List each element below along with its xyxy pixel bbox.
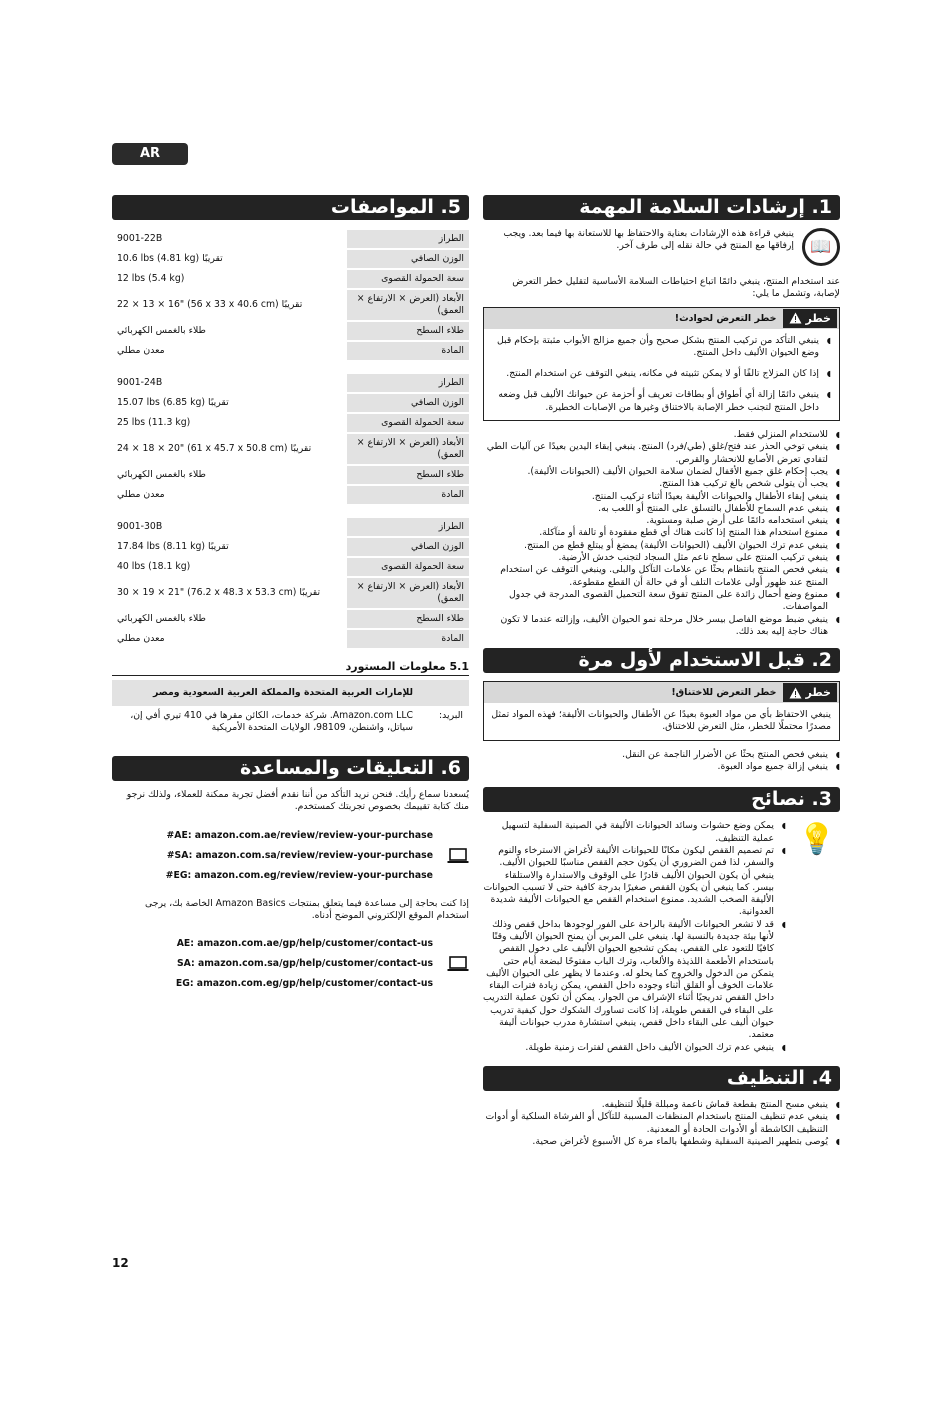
review-link-ae[interactable]: AE: amazon.com.ae/review/review-your-purchase# xyxy=(166,829,433,841)
list-item: ◖ ينبغي عدم ترك الحيوان الأليف (الحيوانات الأليفة) يمضغ أو يبتلع قطع من المنتج. xyxy=(483,540,840,552)
section-2-heading: 2. قبل الاستخدام لأول مرة xyxy=(483,648,840,673)
first-use-list xyxy=(483,749,840,774)
spec-table-22b: الطراز 9001-22B الوزن الصافي 10.6 lbs (4.81 kg) تقريبًا سعة الحمولة القصوى 12 lbs (5.4 kg) الأبعاد (العرض × الارتفاع × العمق) 22 × 13 × 16" (56 x 33 x 40.6 cm) تقريبًا طلاء السطح طلاء بالغمس الكهربائي المادة معدن مطلي xyxy=(112,228,469,362)
laptop-icon xyxy=(447,848,469,864)
list-item: ◖ يُوصى بتطهير الصينية السفلية وشطفها بالماء مرة كل الأسبوع لأغراض صحية. xyxy=(483,1136,840,1148)
help-text: إذا كنت بحاجة إلى مساعدة فيما يتعلق بمنتجات Amazon Basics الخاصة بك، يرجى استخدام الموقع الإلكتروني الموضح أدناه. xyxy=(145,897,469,921)
feedback-text: يُسعدنا سماع رأيك. فنحن نريد التأكد من أننا نقدم أفضل تجربة ممكنة للعملاء، ولذلك نرجو منك كتابة تقييمك بخصوص تجربتك كمستخدم. xyxy=(126,789,469,813)
list-item: ◖ ينبغي توخي الحذر عند فتح/غلق (طي/فرد) المنتج. ينبغي إبقاء اليدين بعيدًا عن آليات الطي لتفادي تعرض الأصابع للانحشار والقرص. xyxy=(483,441,840,466)
list-item: ◖ ينبغي عدم تنظيف المنتج باستخدام المنظفات المسببة للتآكل أو الفرشاة السلكية أو أدوات التنظيف الكاشطة أو الأدوات الحادة أو المعدنية. xyxy=(483,1111,840,1136)
review-link-eg[interactable]: EG: amazon.com.eg/review/review-your-purchase# xyxy=(165,869,433,881)
section-3-heading: 3. نصائح xyxy=(483,787,840,812)
safety-list xyxy=(483,429,840,638)
list-item: ◖ للاستخدام المنزلي فقط. xyxy=(483,429,840,441)
help-link-eg[interactable]: EG: amazon.com.eg/gp/help/customer/contact-us xyxy=(175,978,433,990)
tips-list xyxy=(483,820,786,1054)
help-link-sa[interactable]: SA: amazon.com.sa/gp/help/customer/contact-us xyxy=(176,958,433,970)
list-item: ◖ تم تصميم القفص ليكون مكانًا للحيوانات الأليفة لأغراض الاسترخاء والنوم والسفر، لذا فمن الضروري أن يكون حجم القفص مناسبًا للحيوان الأليف. ينبغي أن يكون الحيوان الأليف قادرًا على الوقوف والاستدارة والاستلقاء بيسر. كما ينبغي أن يكون القفص صغيرًا بدرجة كافية حتى لا تسبب الحيوانات الأليفة الصخب الشديد. ممنوع استخدام القفص مع الحيوانات الأليفة شديدة العدوانية. xyxy=(483,845,786,919)
left-column xyxy=(112,195,469,1006)
danger-tag: خطر xyxy=(783,309,838,328)
danger-tag: خطر xyxy=(783,683,838,702)
list-item: ◖ ينبغي فحص المنتج بانتظام بحثًا عن علامات التآكل والبلى. وينبغي التوقف عن استخدام المنتج عند ظهور أولى علامات التلف أو في حالة أن القطع مقطوعة. xyxy=(483,564,840,589)
warning-triangle-icon xyxy=(789,687,802,699)
importer-table xyxy=(112,680,469,738)
warning-triangle-icon xyxy=(789,312,802,324)
list-item: ◖ ينبغي عدم ترك الحيوان الأليف داخل القفص لفترات زمنية طويلة. xyxy=(483,1042,786,1054)
lightbulb-icon: 💡 xyxy=(798,822,836,858)
list-item: ◖ ينبغي إزالة جميع مواد العبوة. xyxy=(483,761,840,773)
review-link-sa[interactable]: SA: amazon.com.sa/review/review-your-purchase# xyxy=(166,849,433,861)
list-item: ◖ ينبغي تركيب المنتج على سطح ناعم مثل السجاد لتجنب خدش الأرضية. xyxy=(483,552,840,564)
list-item: ◖ ينبغي فحص المنتج بحثًا عن الأضرار الناجمة عن النقل. xyxy=(483,749,840,761)
section-1-heading: 1. إرشادات السلامة المهمة xyxy=(483,195,840,220)
importer-label: البريد: xyxy=(439,710,463,721)
right-column xyxy=(483,195,840,1148)
list-item: ◖ ينبغي مسح المنتج بقطعة قماش ناعمة ومبللة قليلًا لتنظيفه. xyxy=(483,1099,840,1111)
danger-header xyxy=(484,682,839,703)
importer-region: للإمارات العربية المتحدة والمملكة العربية السعودية ومصر xyxy=(112,680,419,706)
list-item: ◖ ينبغي عدم السماح للأطفال بالتسلق على المنتج أو اللعب به. xyxy=(483,503,840,515)
danger-box-accidents xyxy=(483,307,840,421)
page-number: 12 xyxy=(112,1256,129,1270)
help-urls xyxy=(112,934,469,994)
importer-address: Amazon.com LLC. شركة خدمات، الكائن مقرها في 410 تيري أفي إن، سياتل، واشنطن، 98109، الولايات المتحدة الأمريكية xyxy=(130,710,413,733)
list-item: ◖ ممنوع وضع أحمال زائدة على المنتج تفوق سعة التحميل القصوى المدرجة في جدول المواصفات. xyxy=(483,589,840,614)
section-5-heading: 5. المواصفات xyxy=(112,195,469,220)
list-item: ◖ يجب أن يتولى شخص بالغ تركيب هذا المنتج. xyxy=(483,478,840,490)
danger-text: ينبغي الاحتفاظ بأي من مواد العبوة بعيدًا عن الأطفال والحيوانات الأليفة؛ فهذه المواد تمثل مصدرًا محتملًا للخطر، مثل التعرض للاختناق. xyxy=(491,709,831,733)
list-item: ◖ يمكن وضع حشوات وسائد الحيوانات الأليفة في الصينية السفلية لتسهيل عملية التنظيف. xyxy=(483,820,786,845)
spec-table-24b: الطراز 9001-24B الوزن الصافي 15.07 lbs (6.85 kg) تقريبًا سعة الحمولة القصوى 25 lbs (11.3 kg) الأبعاد (العرض × الارتفاع × العمق) 24 × 18 × 20" (61 x 45.7 x 50.8 cm) تقريبًا طلاء السطح طلاء بالغمس الكهربائي المادة معدن مطلي xyxy=(112,372,469,506)
list-item: ◖ ينبغي ضبط موضع الفاصل بيسر خلال مرحلة نمو الحيوان الأليف، وإزالته عندما لا تكون هناك حاجة إليه بعد ذلك. xyxy=(483,614,840,639)
danger-title: خطر التعرض لحوادث! xyxy=(674,312,777,324)
read-manual-icon: 📖 xyxy=(802,228,840,266)
tips-row xyxy=(483,820,840,1054)
danger-item: ◖ ينبغي دائمًا إزالة أي أطواق أو بطاقات تعريف أو أحزمة عن حيوانك الأليف قبل وضعه داخل المنتج لتجنب خطر الإصابة بالاختناق وغيرها من الإصابات الخطيرة. xyxy=(490,389,831,414)
section-4-heading: 4. التنظيف xyxy=(483,1066,840,1091)
laptop-icon xyxy=(447,956,469,972)
list-item: ◖ ينبغي إبقاء الأطفال والحيوانات الأليفة بعيدًا أثناء تركيب المنتج. xyxy=(483,491,840,503)
spec-table-30b: الطراز 9001-30B الوزن الصافي 17.84 lbs (8.11 kg) تقريبًا سعة الحمولة القصوى 40 lbs (18.1 kg) الأبعاد (العرض × الارتفاع × العمق) 30 × 19 × 21" (76.2 x 48.3 x 53.3 cm) تقريبًا طلاء السطح طلاء بالغمس الكهربائي المادة معدن مطلي xyxy=(112,516,469,650)
danger-box-suffocation xyxy=(483,681,840,741)
list-item: ◖ قد لا تشعر الحيوانات الأليفة بالراحة على الفور لوجودها بداخل قفص وذلك لأنها بيئة جديدة بالنسبة لها. ينبغي على المربي أن يمنح الحيوان الأليف وقتًا كافيًا للتعود على القفص. يمكن تشجيع الحيوان الأليف على دخول القفص باستخدام الأطعمة اللذيذة والألعاب، وترك الباب مفتوحًا لبضعة أيام حتى يتمكن من الدخول والخروج كما يحلو له. وعندما لا يظهر على الحيوان الأليف علامات الخوف أو القلق أثناء وجوده داخل القفص، يمكن زيادة فترات البقاء داخل القفص تدريجيًا أثناء الإشراف من الجوار. يمكن أن تكون عملية التدريب على البقاء في القفص طويلة، إذا كانت تساورك الشكوك حول كيفية تدريب حيوان أليف على البقاء داخل قفص، ينبغي استشارة مدرب حيوانات أليفة معتمد. xyxy=(483,919,786,1042)
danger-item: ◖ إذا كان المزلاج تالفًا أو لا يمكن تثبيته في مكانه، ينبغي التوقف عن استخدام المنتج. xyxy=(490,368,831,380)
help-link-ae[interactable]: AE: amazon.com.ae/gp/help/customer/contact-us xyxy=(176,938,433,950)
cleaning-list xyxy=(483,1099,840,1148)
danger-header xyxy=(484,308,839,329)
language-tab: AR xyxy=(112,143,188,165)
importer-subheading: 5.1 معلومات المستورد xyxy=(112,660,469,676)
review-urls xyxy=(112,826,469,886)
danger-title: خطر التعرض للاختناق! xyxy=(671,687,777,699)
danger-item: ◖ ينبغي التأكد من تركيب المنتج بشكل صحيح وأن جميع مزالج الأبواب مثبتة بإحكام قبل وضع الحيوان الأليف داخل المنتج. xyxy=(490,335,831,360)
intro-text: ينبغي قراءة هذه الإرشادات بعناية والاحتفاظ بها للاستعانة بها فيما بعد. ويجب إرفاقها مع المنتج في حالة نقله إلى طرف آخر. xyxy=(503,228,794,252)
safety-lead-text: عند استخدام المنتج، ينبغي دائمًا اتباع احتياطات السلامة الأساسية لتقليل خطر التعرض لإصابة، وتشمل ما يلي: xyxy=(512,276,840,300)
read-instructions-row xyxy=(483,228,840,266)
list-item: ◖ ينبغي استخدامه دائمًا على أرض صلبة ومستوية. xyxy=(483,515,840,527)
section-6-heading: 6. التعليقات والمساعدة xyxy=(112,756,469,781)
list-item: ◖ يجب إحكام غلق جميع الأقفال لضمان سلامة الحيوان الأليف (الحيوانات الأليفة). xyxy=(483,466,840,478)
list-item: ◖ ممنوع استخدام هذا المنتج إذا كانت هناك أي قطع مفقودة أو تالفة أو متآكلة. xyxy=(483,527,840,539)
